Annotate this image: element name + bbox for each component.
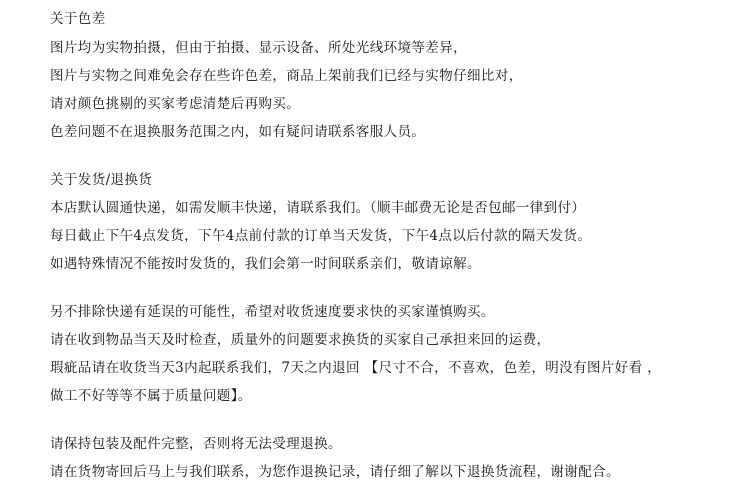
paragraph-line: 本店默认圆通快递，如需发顺丰快递，请联系我们。（顺丰邮费无论是否包邮一律到付） bbox=[50, 200, 586, 216]
paragraph-line: 每日截止下午4点发货，下午4点前付款的订单当天发货，下午4点以后付款的隔天发货。 bbox=[50, 228, 592, 244]
paragraph-line: 如遇特殊情况不能按时发货的，我们会第一时间联系亲们，敬请谅解。 bbox=[50, 256, 481, 272]
paragraph-line: 请在收到物品当天及时检查，质量外的问题要求换货的买家自己承担来回的运费， bbox=[50, 332, 551, 348]
paragraph-line: 瑕疵品请在收货当天3内起联系我们，7天之内退回 【尺寸不合，不喜欢，色差，明没有图片好看 ， bbox=[50, 360, 662, 376]
paragraph-line: 图片均为实物拍摄，但由于拍摄、显示设备、所处光线环境等差异， bbox=[50, 40, 467, 56]
paragraph-line: 请保持包装及配件完整，否则将无法受理退换。 bbox=[50, 436, 342, 452]
paragraph-line: 请在货物寄回后马上与我们联系，为您作退换记录，请仔细了解以下退换货流程，谢谢配合。 bbox=[50, 464, 620, 480]
section-title-shipping-returns: 关于发货/退换货 bbox=[50, 172, 153, 188]
paragraph-line: 另不排除快递有延误的可能性，希望对收货速度要求快的买家谨慎购买。 bbox=[50, 304, 495, 320]
paragraph-line: 请对颜色挑剔的买家考虑清楚后再购买。 bbox=[50, 96, 301, 112]
section-title-color-difference: 关于色差 bbox=[50, 11, 106, 27]
paragraph-line: 做工不好等等不属于质量问题】。 bbox=[50, 388, 252, 404]
paragraph-line: 图片与实物之间难免会存在些许色差，商品上架前我们已经与实物仔细比对， bbox=[50, 68, 523, 84]
paragraph-line: 色差问题不在退换服务范围之内，如有疑问请联系客服人员。 bbox=[50, 124, 426, 140]
